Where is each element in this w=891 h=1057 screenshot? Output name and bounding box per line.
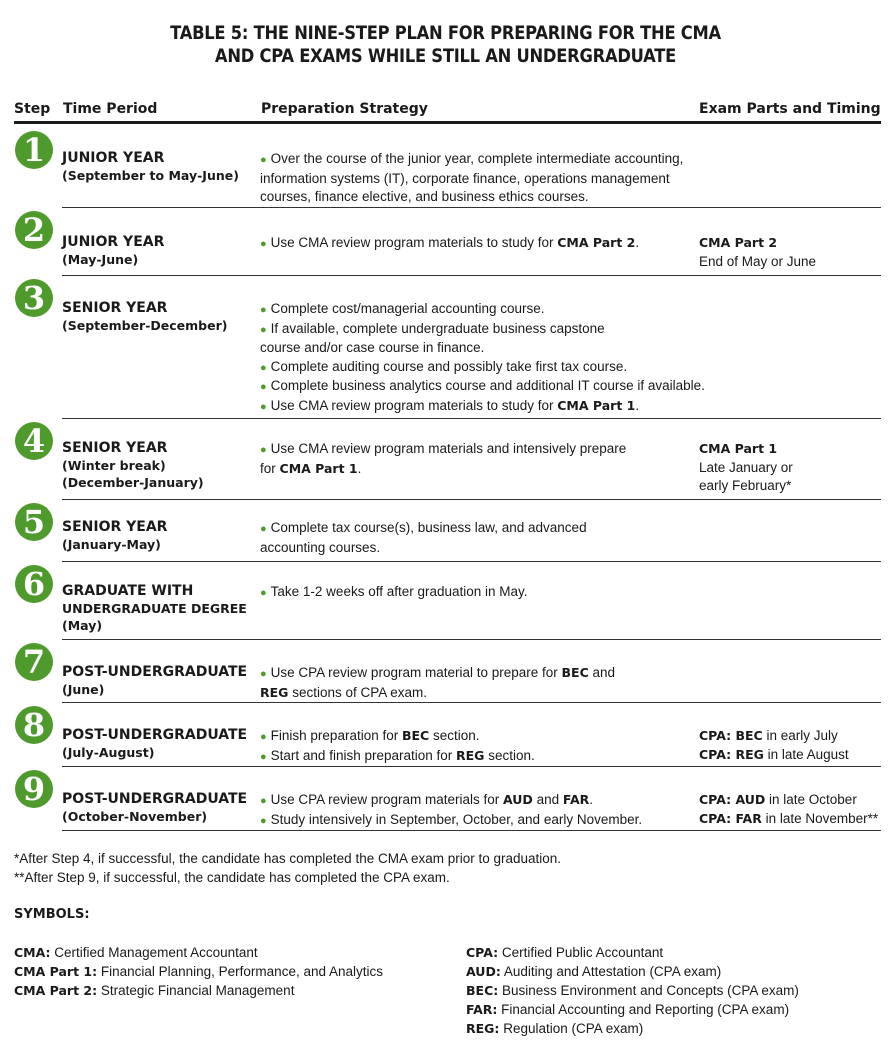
bullet-icon: ● [260,154,267,166]
row-divider [62,830,881,831]
text-run: accounting courses. [260,539,381,555]
text-run: sections of CPA exam. [288,684,427,700]
header-rule [14,121,881,124]
symbol-definition: Certified Public Accountant [498,945,664,960]
strategy-line [260,727,730,747]
text-run: . [635,235,640,250]
time-period-range: (September to May-June) [62,168,239,183]
text-run: course and/or case course in finance. [260,340,485,355]
strategy-line [260,234,730,254]
strategy-line [260,188,730,207]
row-divider [62,561,881,562]
time-period-label: POST-UNDERGRADUATE [62,791,248,807]
bullet-icon: ● [260,381,267,393]
text-run: Use CMA review program materials to study for [270,397,558,413]
text-run: Study intensively in September, October, and early November. [270,811,643,827]
strategy-line [260,791,730,811]
strategy-line [260,664,730,684]
bullet-icon: ● [260,400,267,413]
bold-term: CPA: FAR [699,810,762,826]
symbol-definition: Financial Accounting and Reporting (CPA exam) [497,1002,790,1017]
text-run: Take 1-2 weeks off after graduation in May. [270,584,528,599]
time-period [62,150,257,184]
bold-term: REG [456,747,485,763]
preparation-strategy [260,583,730,603]
time-period-label: SENIOR YEAR [62,519,168,535]
text-run: Complete business analytics course and additional IT course if available. [270,378,705,393]
symbol-entry [466,1000,799,1019]
symbol-entry [466,943,799,962]
strategy-line [260,684,730,703]
bullet-icon: ● [260,238,267,250]
bold-term: AUD [502,792,533,807]
step-number-badge: 9 [15,770,53,808]
bold-term: CPA: REG [699,746,764,762]
step-number-badge: 1 [15,131,53,169]
bold-term: REG [260,684,289,700]
row-divider [62,639,881,640]
time-period-label: JUNIOR YEAR [62,150,165,166]
timing-line [699,440,884,459]
text-run: . [589,792,594,807]
text-run: in late August [763,746,849,762]
bullet-icon: ● [260,523,267,535]
text-run: section. [484,747,535,763]
footnotes [14,850,561,887]
preparation-strategy [260,791,730,830]
strategy-line [260,583,730,603]
time-period-label: JUNIOR YEAR [62,234,165,250]
symbol-abbreviation: FAR: [466,1002,498,1017]
strategy-line [260,358,730,378]
strategy-line [260,539,730,558]
strategy-line [260,397,730,417]
symbol-definition: Strategic Financial Management [97,983,295,998]
time-period [62,583,257,634]
symbol-abbreviation: CMA Part 1: [14,964,98,979]
header-exam-parts-timing: Exam Parts and Timing [699,101,881,117]
bullet-icon: ● [260,668,267,680]
time-period-range: UNDERGRADUATE DEGREE [62,601,247,616]
exam-parts-timing [699,234,884,271]
strategy-line [260,339,730,358]
header-time-period: Time Period [63,101,158,117]
step-number-badge: 6 [15,565,53,603]
time-period-range: (September-December) [62,318,228,333]
bold-term: BEC [561,665,589,680]
bold-term: CMA Part 1 [557,397,636,413]
time-period-range: (December-January) [62,475,204,490]
timing-line [699,477,884,496]
footnote-1: *After Step 4, if successful, the candidate has completed the CMA exam prior to graduation. [14,851,562,866]
bullet-icon: ● [260,304,267,316]
symbols-right-column [466,943,799,1038]
bullet-icon: ● [260,731,267,743]
time-period-label: POST-UNDERGRADUATE [62,664,248,680]
row-divider [62,207,881,208]
text-run: Use CPA review program materials for [270,792,503,807]
bullet-icon: ● [260,587,267,599]
strategy-line [260,440,730,460]
step-number-badge: 5 [15,503,53,541]
symbols-title: SYMBOLS: [14,907,90,922]
preparation-strategy [260,664,730,702]
time-period-range: (May) [62,618,103,633]
strategy-line [260,150,730,170]
bold-term: CPA: BEC [699,728,763,743]
step-number-badge: 2 [15,211,53,249]
timing-line [699,727,884,746]
bullet-icon: ● [260,795,267,807]
timing-line [699,253,884,272]
symbol-abbreviation: CMA Part 2: [14,983,98,998]
text-run: Complete tax course(s), business law, and advanced [270,520,587,535]
text-run: information systems (IT), corporate finance, operations management [260,170,670,186]
bullet-icon: ● [260,444,267,456]
table-title [62,22,828,68]
strategy-line [260,300,730,320]
preparation-strategy [260,300,730,416]
time-period-range: (June) [62,682,105,697]
text-run: and [532,792,563,807]
symbol-entry [466,981,799,1000]
symbol-entry [466,962,799,981]
step-number-badge: 4 [15,422,53,460]
title-line-2: AND CPA EXAMS WHILE STILL AN UNDERGRADUATE [214,45,677,67]
header-step: Step [14,101,51,117]
text-run: early February* [699,478,792,493]
bold-term: CPA: AUD [699,792,766,807]
time-period-range: (October-November) [62,809,208,824]
strategy-line [260,460,730,479]
bold-term: CMA Part 2 [699,235,778,250]
strategy-line [260,519,730,539]
time-period-label: SENIOR YEAR [62,440,168,456]
time-period-range: (May-June) [62,252,139,267]
step-number-badge: 7 [15,643,53,681]
row-divider [62,766,881,767]
bullet-icon: ● [260,361,267,374]
row-divider [62,499,881,500]
strategy-line [260,377,730,397]
preparation-strategy [260,519,730,557]
symbol-abbreviation: REG: [466,1021,500,1036]
symbol-entry [14,981,383,1000]
text-run: section. [429,728,480,743]
bullet-icon: ● [260,814,267,827]
timing-line [699,810,884,829]
timing-line [699,459,884,478]
text-run: courses, finance elective, and business ethics courses. [260,189,589,204]
bullet-icon: ● [260,750,267,763]
timing-line [699,746,884,765]
time-period [62,727,257,761]
bold-term: CMA Part 2 [557,235,636,250]
symbol-entry [466,1019,799,1038]
symbol-abbreviation: CPA: [466,945,499,960]
timing-line [699,791,884,810]
text-run: . [635,397,640,413]
row-divider [62,275,881,276]
time-period-label: SENIOR YEAR [62,300,168,316]
time-period-range: (July-August) [62,745,155,760]
symbol-definition: Financial Planning, Performance, and Analytics [97,964,383,979]
text-run: If available, complete undergraduate business capstone [270,320,605,336]
bold-term: CMA Part 1 [699,441,778,456]
symbol-abbreviation: CMA: [14,945,51,960]
preparation-strategy [260,440,730,478]
step-number-badge: 3 [15,279,53,317]
header-preparation-strategy: Preparation Strategy [261,101,428,117]
symbol-definition: Business Environment and Concepts (CPA exam) [498,983,799,998]
text-run: Use CMA review program materials and intensively prepare [270,441,627,456]
symbol-entry [14,962,383,981]
text-run: Use CMA review program materials to study for [270,235,558,250]
time-period [62,234,257,268]
text-run: Late January or [699,459,793,475]
bold-term: CMA Part 1 [279,460,358,476]
text-run: and [588,665,616,680]
text-run: Use CPA review program material to prepare for [270,665,562,680]
time-period [62,664,257,698]
bullet-icon: ● [260,323,267,336]
bold-term: BEC [401,728,430,743]
preparation-strategy [260,727,730,766]
text-run: Over the course of the junior year, complete intermediate accounting, [270,151,684,166]
time-period-range: (January-May) [62,537,161,552]
exam-parts-timing [699,440,884,496]
text-run: Finish preparation for [270,728,402,743]
symbol-definition: Certified Management Accountant [50,945,258,960]
text-run: . [357,460,362,476]
row-divider [62,418,881,419]
symbol-definition: Auditing and Attestation (CPA exam) [500,964,722,979]
time-period [62,791,257,825]
strategy-line [260,170,730,189]
strategy-line [260,320,730,340]
row-divider [62,702,881,703]
time-period [62,519,257,553]
text-run: End of May or June [699,253,817,269]
time-period-label: GRADUATE WITH [62,583,194,599]
strategy-line [260,811,730,831]
strategy-line [260,747,730,767]
timing-line [699,234,884,253]
time-period [62,440,257,491]
exam-parts-timing [699,791,884,828]
text-run: in early July [762,728,838,743]
text-run: Complete cost/managerial accounting course. [270,301,545,316]
footnote-2: **After Step 9, if successful, the candidate has completed the CPA exam. [14,869,450,885]
text-run: in late November** [761,810,879,826]
text-run: Complete auditing course and possibly take first tax course. [270,358,628,374]
time-period-range: (Winter break) [62,458,166,473]
text-run: for [260,460,280,476]
title-line-1: TABLE 5: THE NINE-STEP PLAN FOR PREPARING FOR THE CMA [170,22,721,44]
symbol-abbreviation: BEC: [466,983,499,998]
exam-parts-timing [699,727,884,764]
bold-term: FAR [562,792,590,807]
step-number-badge: 8 [15,706,53,744]
preparation-strategy [260,234,730,254]
preparation-strategy [260,150,730,207]
text-run: in late October [765,792,857,807]
symbol-abbreviation: AUD: [466,964,501,979]
symbols-left-column [14,943,383,1000]
time-period-label: POST-UNDERGRADUATE [62,727,248,743]
symbol-definition: Regulation (CPA exam) [499,1021,644,1036]
text-run: Start and finish preparation for [270,747,457,763]
symbol-entry [14,943,383,962]
time-period [62,300,257,334]
